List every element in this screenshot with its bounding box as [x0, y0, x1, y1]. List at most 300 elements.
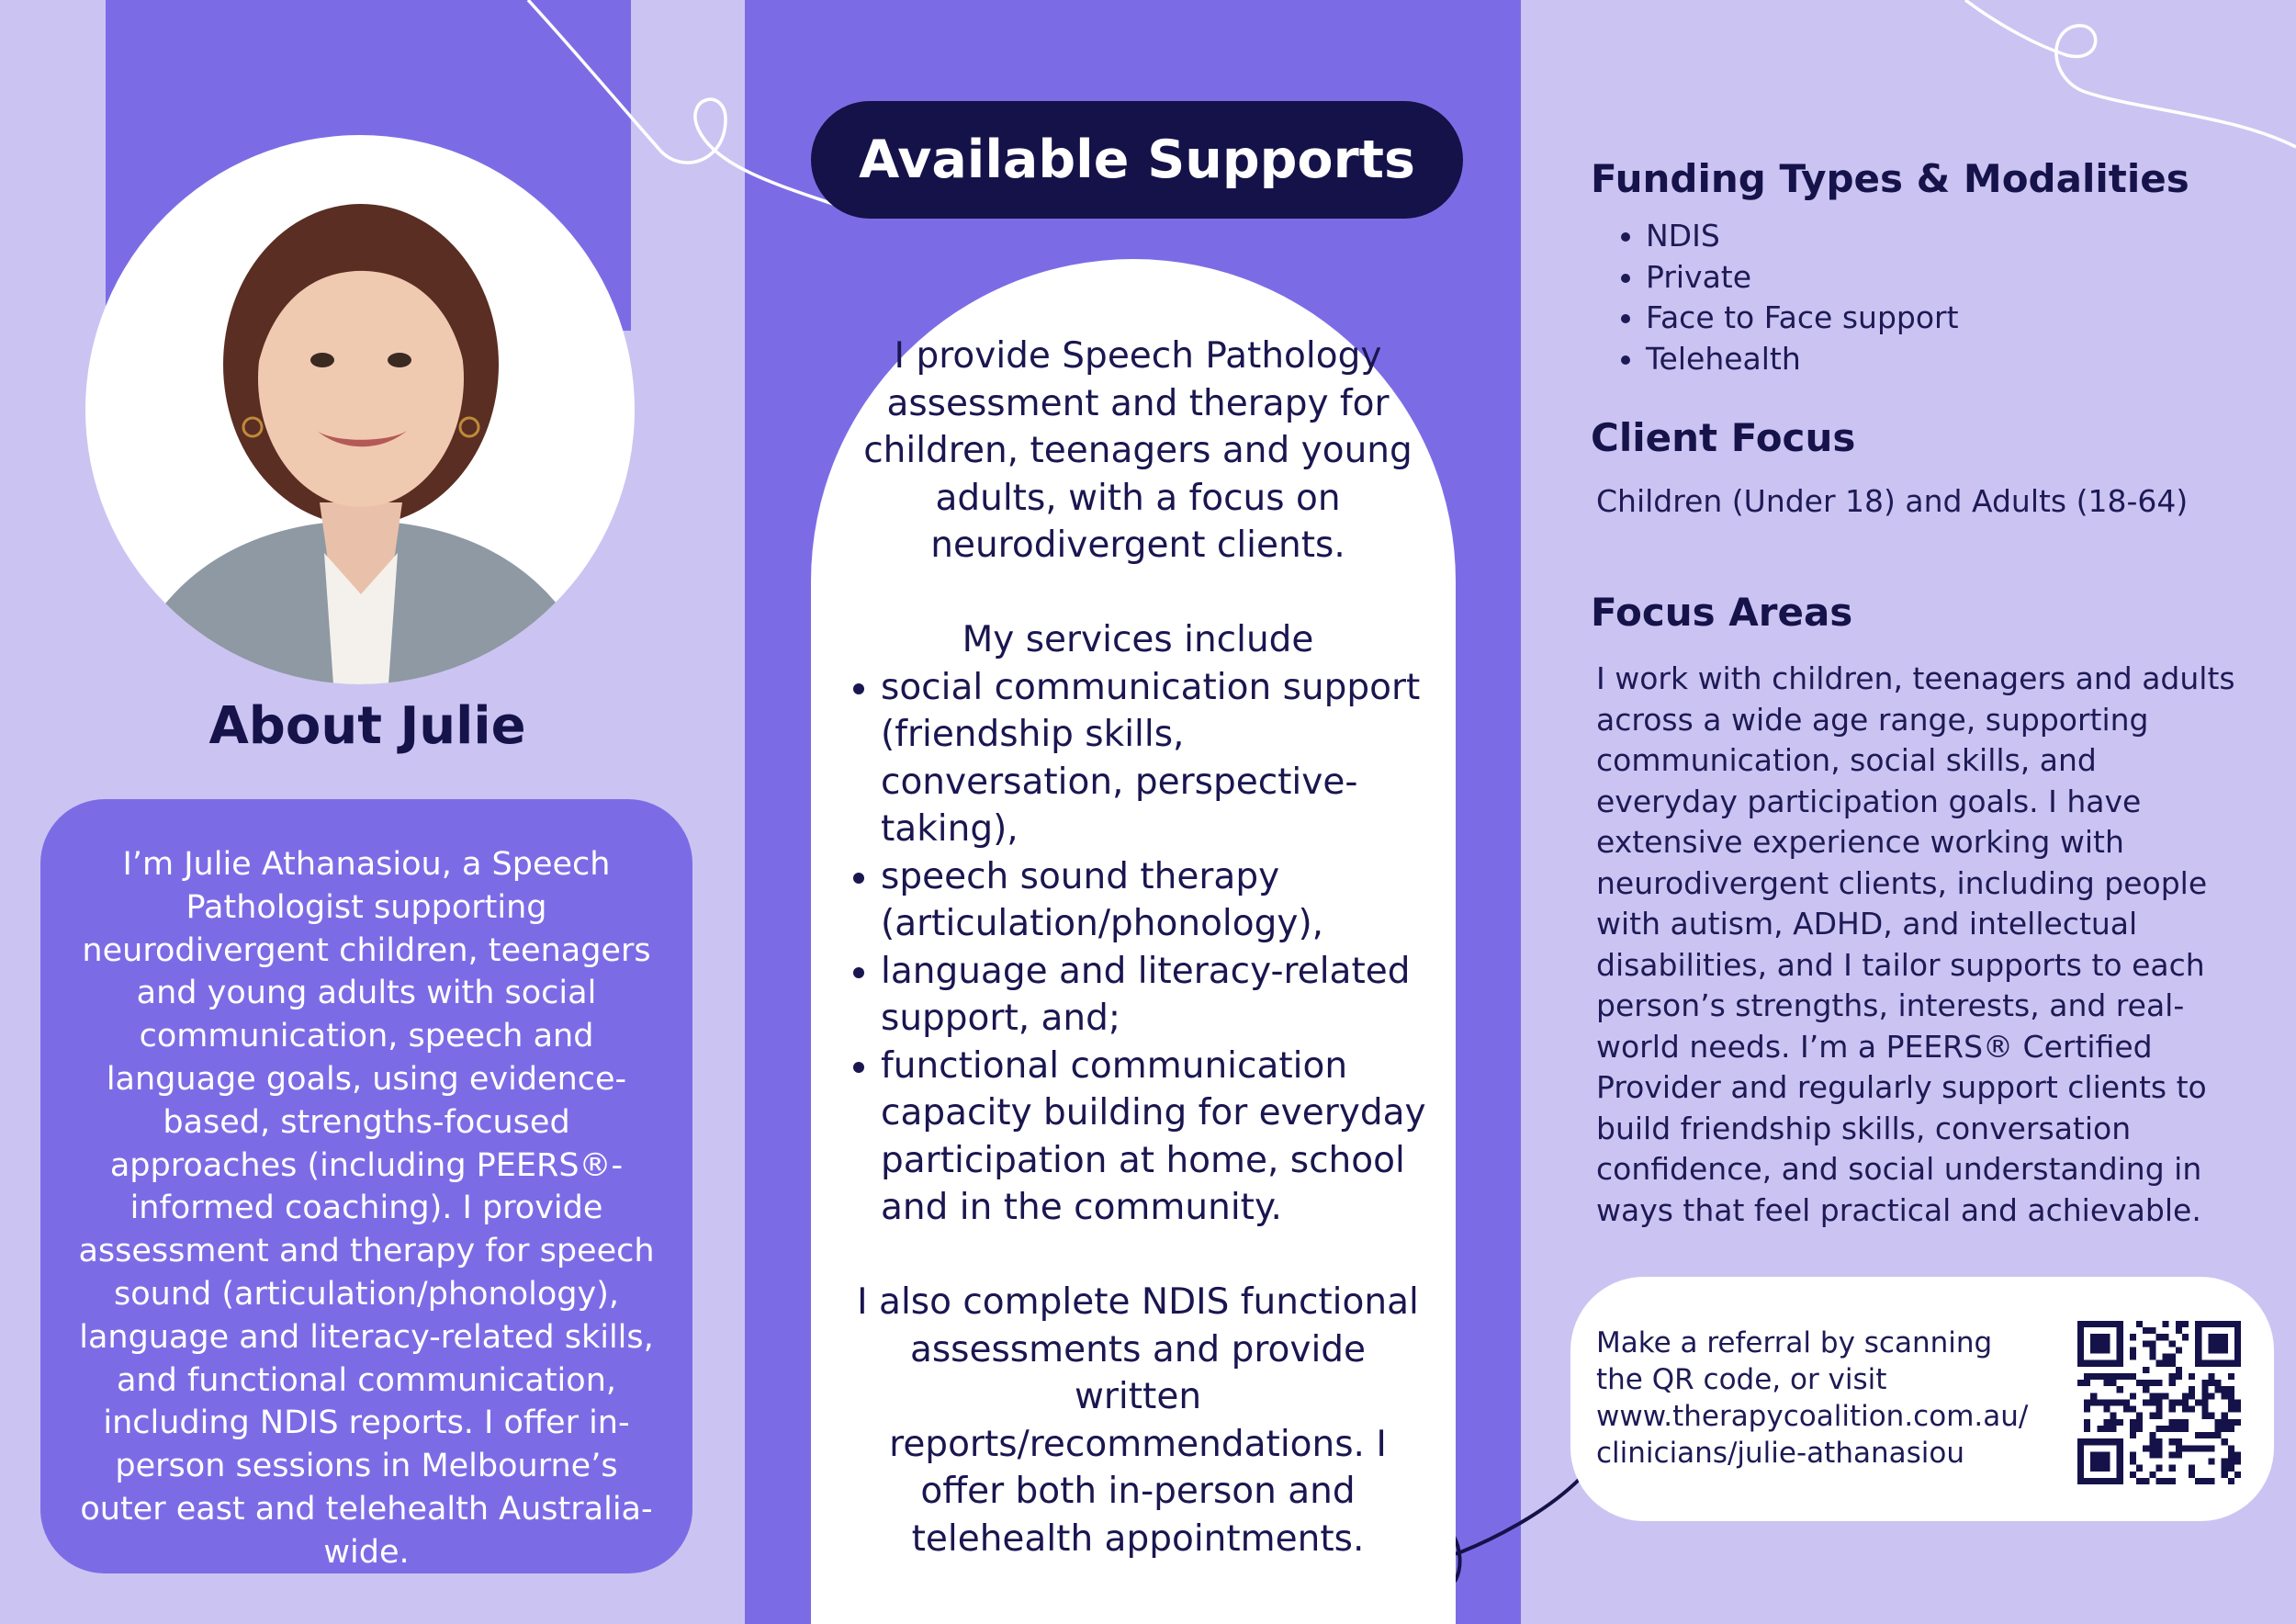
qr-module	[2222, 1321, 2228, 1327]
qr-module	[2103, 1360, 2110, 1367]
qr-module	[2090, 1321, 2097, 1327]
qr-module	[2169, 1360, 2176, 1367]
qr-module	[2077, 1354, 2084, 1360]
qr-module	[2084, 1380, 2090, 1386]
qr-module	[2189, 1386, 2195, 1393]
qr-module	[2077, 1438, 2084, 1445]
qr-module	[2228, 1360, 2234, 1367]
qr-module	[2176, 1321, 2182, 1327]
qr-module	[2195, 1445, 2201, 1451]
qr-module	[2149, 1354, 2155, 1360]
qr-module	[2110, 1380, 2117, 1386]
qr-module	[2155, 1451, 2162, 1458]
qr-module	[2201, 1432, 2208, 1438]
qr-module	[2136, 1321, 2143, 1327]
qr-module	[2110, 1373, 2117, 1380]
qr-module	[2176, 1438, 2182, 1445]
qr-module	[2103, 1465, 2110, 1472]
qr-module	[2149, 1327, 2155, 1334]
qr-module	[2117, 1445, 2123, 1451]
qr-module	[2130, 1432, 2136, 1438]
qr-module	[2084, 1399, 2090, 1405]
qr-module	[2228, 1465, 2234, 1472]
qr-module	[2136, 1380, 2143, 1386]
qr-module	[2215, 1386, 2222, 1393]
qr-module	[2077, 1445, 2084, 1451]
services-list	[844, 664, 1432, 1232]
qr-module	[2103, 1438, 2110, 1445]
funding-item-telehealth: • Telehealth	[1646, 339, 1959, 380]
qr-module	[2228, 1451, 2234, 1458]
qr-module	[2176, 1445, 2182, 1451]
qr-module	[2176, 1419, 2182, 1426]
qr-module	[2176, 1347, 2182, 1353]
qr-module	[2208, 1373, 2214, 1380]
qr-module	[2103, 1334, 2110, 1340]
qr-module	[2077, 1340, 2084, 1347]
qr-module	[2097, 1373, 2103, 1380]
qr-module	[2228, 1386, 2234, 1393]
qr-module	[2103, 1380, 2110, 1386]
qr-module	[2117, 1360, 2123, 1367]
qr-module	[2084, 1426, 2090, 1432]
qr-module	[2084, 1321, 2090, 1327]
qr-module	[2215, 1432, 2222, 1438]
qr-module	[2201, 1445, 2208, 1451]
qr-module	[2169, 1451, 2176, 1458]
qr-module	[2110, 1478, 2117, 1484]
qr-module	[2090, 1373, 2097, 1380]
qr-module	[2103, 1321, 2110, 1327]
qr-module	[2163, 1360, 2169, 1367]
qr-module	[2097, 1347, 2103, 1353]
qr-module	[2201, 1393, 2208, 1399]
qr-module	[2222, 1419, 2228, 1426]
qr-module	[2169, 1419, 2176, 1426]
qr-module	[2130, 1393, 2136, 1399]
qr-module	[2208, 1380, 2214, 1386]
qr-module	[2234, 1347, 2241, 1353]
qr-module	[2084, 1406, 2090, 1413]
qr-module	[2195, 1327, 2201, 1334]
qr-module	[2228, 1478, 2234, 1484]
qr-module	[2195, 1399, 2201, 1405]
qr-module	[2208, 1334, 2214, 1340]
qr-module	[2176, 1426, 2182, 1432]
qr-module	[2169, 1380, 2176, 1386]
qr-module	[2130, 1354, 2136, 1360]
qr-module	[2189, 1393, 2195, 1399]
qr-module	[2103, 1399, 2110, 1405]
supports-closing-text: I also complete NDIS functional assessments and provide written reports/recommendations. I offer both in-person and telehealth appointments.	[857, 1281, 1419, 1560]
qr-module	[2182, 1321, 2189, 1327]
focus-areas-heading: Focus Areas	[1591, 590, 1853, 635]
qr-module	[2103, 1419, 2110, 1426]
qr-module	[2110, 1321, 2117, 1327]
qr-module	[2130, 1406, 2136, 1413]
qr-module	[2130, 1419, 2136, 1426]
qr-module	[2189, 1373, 2195, 1380]
qr-module	[2149, 1472, 2155, 1478]
qr-module	[2169, 1354, 2176, 1360]
qr-module	[2215, 1380, 2222, 1386]
qr-module	[2195, 1340, 2201, 1347]
qr-module	[2195, 1478, 2201, 1484]
qr-module	[2077, 1327, 2084, 1334]
qr-module	[2149, 1445, 2155, 1451]
referral-instruction: Make a referral by scanning the QR code, or visit	[1596, 1326, 1993, 1396]
qr-module	[2103, 1373, 2110, 1380]
qr-module	[2084, 1419, 2090, 1426]
qr-module	[2130, 1426, 2136, 1432]
qr-module	[2195, 1347, 2201, 1353]
qr-module	[2208, 1393, 2214, 1399]
qr-module	[2155, 1393, 2162, 1399]
client-focus-text: Children (Under 18) and Adults (18-64)	[1596, 483, 2189, 519]
qr-module	[2103, 1426, 2110, 1432]
qr-module	[2222, 1347, 2228, 1353]
qr-module	[2163, 1334, 2169, 1340]
qr-module	[2163, 1354, 2169, 1360]
portrait-illustration	[85, 135, 635, 684]
qr-module	[2228, 1399, 2234, 1405]
qr-module	[2155, 1445, 2162, 1451]
qr-module	[2169, 1465, 2176, 1472]
qr-module	[2215, 1419, 2222, 1426]
qr-module	[2228, 1406, 2234, 1413]
qr-module	[2097, 1426, 2103, 1432]
focus-areas-text: I work with children, teenagers and adults across a wide age range, supporting communication, social skills, and everyday participation goals. I have extensive experience working with neurodivergent clients, including people with autism, ADHD, and intellectual disabilities, and I tailor supports to each person’s strengths, interests, and real-world needs. I’m a PEERS® Certified Provider and regularly support clients to build friendship skills, conversation confidence, and social understanding in ways that feel practical and achievable.	[1596, 660, 2235, 1228]
qr-module	[2143, 1386, 2149, 1393]
qr-module	[2097, 1340, 2103, 1347]
qr-module	[2169, 1478, 2176, 1484]
qr-module	[2123, 1399, 2130, 1405]
services-list-item: • language and literacy-related support, and;	[881, 948, 1432, 1043]
qr-module	[2117, 1373, 2123, 1380]
qr-module	[2189, 1465, 2195, 1472]
qr-module	[2155, 1426, 2162, 1432]
qr-module	[2201, 1360, 2208, 1367]
qr-module	[2169, 1340, 2176, 1347]
qr-module	[2143, 1399, 2149, 1405]
qr-module	[2084, 1438, 2090, 1445]
qr-module	[2215, 1347, 2222, 1353]
qr-module	[2117, 1321, 2123, 1327]
qr-module	[2176, 1367, 2182, 1373]
qr-module	[2228, 1445, 2234, 1451]
qr-module	[2201, 1413, 2208, 1419]
qr-module	[2103, 1406, 2110, 1413]
qr-module	[2103, 1347, 2110, 1353]
qr-module	[2234, 1472, 2241, 1478]
qr-module	[2117, 1478, 2123, 1484]
qr-module	[2195, 1360, 2201, 1367]
services-list-item: • functional communication capacity building for everyday participation at home, school and in the community.	[881, 1043, 1432, 1232]
services-list-item: • social communication support (friendship skills, conversation, perspective-taking),	[881, 664, 1432, 853]
qr-module	[2208, 1459, 2214, 1465]
qr-module	[2176, 1373, 2182, 1380]
qr-module	[2234, 1340, 2241, 1347]
qr-module	[2182, 1445, 2189, 1451]
qr-module	[2097, 1399, 2103, 1405]
qr-module	[2163, 1393, 2169, 1399]
qr-module	[2077, 1360, 2084, 1367]
qr-module	[2189, 1445, 2195, 1451]
qr-module	[2136, 1426, 2143, 1432]
funding-item-private: • Private	[1646, 257, 1959, 299]
qr-module	[2090, 1478, 2097, 1484]
qr-module	[2155, 1465, 2162, 1472]
qr-module	[2143, 1340, 2149, 1347]
referral-link[interactable]: www.therapycoalition.com.au/ clinicians/julie-athanasiou	[1596, 1400, 2029, 1470]
supports-intro-text: I provide Speech Pathology assessment and therapy for children, teenagers and young adults, with a focus on neurodivergent clients.	[863, 335, 1412, 566]
qr-module	[2234, 1327, 2241, 1334]
qr-module	[2143, 1478, 2149, 1484]
qr-module	[2103, 1340, 2110, 1347]
qr-module	[2110, 1419, 2117, 1426]
qr-module	[2208, 1413, 2214, 1419]
qr-module	[2103, 1478, 2110, 1484]
qr-module	[2149, 1347, 2155, 1353]
qr-module	[2201, 1478, 2208, 1484]
qr-module	[2155, 1334, 2162, 1340]
qr-module	[2123, 1373, 2130, 1380]
qr-module	[2143, 1380, 2149, 1386]
qr-module	[2149, 1340, 2155, 1347]
qr-module	[2090, 1360, 2097, 1367]
qr-module	[2117, 1327, 2123, 1334]
qr-module	[2155, 1438, 2162, 1445]
qr-module	[2090, 1347, 2097, 1353]
qr-module	[2103, 1451, 2110, 1458]
qr-code-icon	[2077, 1321, 2241, 1484]
qr-module	[2110, 1413, 2117, 1419]
qr-module	[2228, 1393, 2234, 1399]
qr-module	[2123, 1406, 2130, 1413]
portrait-photo	[85, 135, 635, 684]
qr-module	[2182, 1334, 2189, 1340]
qr-module	[2117, 1459, 2123, 1465]
qr-module	[2090, 1399, 2097, 1405]
qr-module	[2097, 1459, 2103, 1465]
qr-module	[2195, 1354, 2201, 1360]
qr-module	[2228, 1459, 2234, 1465]
qr-module	[2117, 1340, 2123, 1347]
qr-module	[2163, 1426, 2169, 1432]
qr-module	[2169, 1373, 2176, 1380]
qr-module	[2182, 1419, 2189, 1426]
qr-module	[2143, 1445, 2149, 1451]
qr-module	[2084, 1373, 2090, 1380]
qr-module	[2222, 1426, 2228, 1432]
qr-module	[2208, 1360, 2214, 1367]
client-focus-heading: Client Focus	[1591, 415, 1856, 460]
qr-module	[2090, 1465, 2097, 1472]
qr-module	[2234, 1419, 2241, 1426]
qr-module	[2130, 1451, 2136, 1458]
qr-module	[2234, 1399, 2241, 1405]
qr-module	[2176, 1451, 2182, 1458]
qr-module	[2215, 1334, 2222, 1340]
qr-module	[2222, 1459, 2228, 1465]
qr-module	[2136, 1419, 2143, 1426]
qr-module	[2208, 1478, 2214, 1484]
qr-module	[2143, 1327, 2149, 1334]
about-julie-card	[40, 799, 692, 1573]
qr-module	[2201, 1406, 2208, 1413]
qr-module	[2117, 1438, 2123, 1445]
qr-module	[2090, 1438, 2097, 1445]
qr-module	[2149, 1393, 2155, 1399]
qr-module	[2117, 1334, 2123, 1340]
qr-module	[2228, 1419, 2234, 1426]
qr-module	[2201, 1386, 2208, 1393]
qr-module	[2182, 1393, 2189, 1399]
about-julie-heading: About Julie	[208, 696, 526, 756]
qr-module	[2215, 1340, 2222, 1347]
qr-module	[2077, 1334, 2084, 1340]
qr-module	[2228, 1373, 2234, 1380]
qr-module	[2077, 1465, 2084, 1472]
qr-module	[2117, 1354, 2123, 1360]
qr-module	[2234, 1459, 2241, 1465]
qr-module	[2084, 1360, 2090, 1367]
qr-module	[2090, 1340, 2097, 1347]
qr-module	[2234, 1451, 2241, 1458]
qr-module	[2117, 1386, 2123, 1393]
qr-module	[2163, 1478, 2169, 1484]
qr-module	[2228, 1426, 2234, 1432]
qr-module	[2234, 1360, 2241, 1367]
qr-module	[2077, 1451, 2084, 1458]
qr-module	[2163, 1321, 2169, 1327]
qr-module	[2169, 1426, 2176, 1432]
qr-module	[2169, 1438, 2176, 1445]
funding-item-face-to-face: • Face to Face support	[1646, 298, 1959, 339]
qr-module	[2215, 1360, 2222, 1367]
qr-module	[2149, 1380, 2155, 1386]
qr-module	[2149, 1451, 2155, 1458]
available-supports-heading: Available Supports	[811, 101, 1463, 219]
services-list-item: • speech sound therapy (articulation/phonology),	[881, 853, 1432, 948]
qr-module	[2097, 1360, 2103, 1367]
qr-module	[2097, 1465, 2103, 1472]
qr-module	[2155, 1399, 2162, 1405]
qr-module	[2090, 1459, 2097, 1465]
qr-module	[2195, 1334, 2201, 1340]
qr-module	[2117, 1347, 2123, 1353]
qr-module	[2234, 1334, 2241, 1340]
qr-module	[2234, 1321, 2241, 1327]
qr-module	[2169, 1406, 2176, 1413]
qr-module	[2201, 1321, 2208, 1327]
qr-module	[2130, 1472, 2136, 1478]
qr-module	[2110, 1438, 2117, 1445]
qr-module	[2097, 1334, 2103, 1340]
qr-module	[2149, 1438, 2155, 1445]
qr-module	[2228, 1321, 2234, 1327]
qr-module	[2117, 1399, 2123, 1405]
qr-module	[2222, 1334, 2228, 1340]
qr-module	[2090, 1451, 2097, 1458]
qr-module	[2222, 1438, 2228, 1445]
qr-module	[2130, 1334, 2136, 1340]
qr-module	[2077, 1472, 2084, 1478]
available-supports-panel	[811, 259, 1456, 1624]
qr-module	[2201, 1380, 2208, 1386]
qr-module	[2208, 1321, 2214, 1327]
qr-module	[2201, 1399, 2208, 1405]
qr-module	[2149, 1399, 2155, 1405]
qr-module	[2208, 1432, 2214, 1438]
qr-module	[2110, 1360, 2117, 1367]
qr-module	[2130, 1373, 2136, 1380]
qr-module	[2117, 1465, 2123, 1472]
qr-module	[2077, 1478, 2084, 1484]
qr-module	[2234, 1354, 2241, 1360]
funding-types-list	[1591, 216, 1959, 380]
qr-module	[2195, 1321, 2201, 1327]
funding-types-heading: Funding Types & Modalities	[1591, 156, 2189, 201]
qr-module	[2208, 1340, 2214, 1347]
qr-module	[2222, 1465, 2228, 1472]
qr-module	[2130, 1347, 2136, 1353]
qr-module	[2222, 1340, 2228, 1347]
qr-module	[2090, 1393, 2097, 1399]
qr-module	[2222, 1472, 2228, 1478]
qr-module	[2155, 1413, 2162, 1419]
qr-module	[2110, 1426, 2117, 1432]
funding-item-ndis: • NDIS	[1646, 216, 1959, 257]
qr-module	[2195, 1432, 2201, 1438]
qr-module	[2169, 1399, 2176, 1405]
qr-module	[2155, 1380, 2162, 1386]
qr-module	[2215, 1321, 2222, 1327]
qr-module	[2189, 1406, 2195, 1413]
qr-module	[2234, 1406, 2241, 1413]
qr-module	[2222, 1360, 2228, 1367]
qr-module	[2155, 1406, 2162, 1413]
qr-module	[2155, 1360, 2162, 1367]
qr-module	[2136, 1413, 2143, 1419]
qr-module	[2143, 1367, 2149, 1373]
qr-module	[2176, 1327, 2182, 1334]
qr-module	[2097, 1321, 2103, 1327]
qr-module	[2077, 1321, 2084, 1327]
referral-qr-code[interactable]	[2077, 1321, 2241, 1484]
qr-module	[2149, 1413, 2155, 1419]
qr-module	[2136, 1478, 2143, 1484]
qr-module	[2117, 1472, 2123, 1478]
qr-module	[2077, 1380, 2084, 1386]
qr-module	[2189, 1472, 2195, 1478]
qr-module	[2130, 1459, 2136, 1465]
qr-module	[2155, 1478, 2162, 1484]
qr-module	[2208, 1347, 2214, 1353]
qr-module	[2110, 1399, 2117, 1405]
qr-module	[2215, 1426, 2222, 1432]
qr-module	[2117, 1419, 2123, 1426]
qr-module	[2136, 1465, 2143, 1472]
qr-module	[2208, 1445, 2214, 1451]
qr-module	[2097, 1451, 2103, 1458]
services-heading: My services include	[962, 619, 1314, 660]
qr-module	[2182, 1406, 2189, 1413]
qr-module	[2077, 1347, 2084, 1353]
qr-module	[2149, 1432, 2155, 1438]
qr-module	[2182, 1426, 2189, 1432]
qr-module	[2090, 1334, 2097, 1340]
